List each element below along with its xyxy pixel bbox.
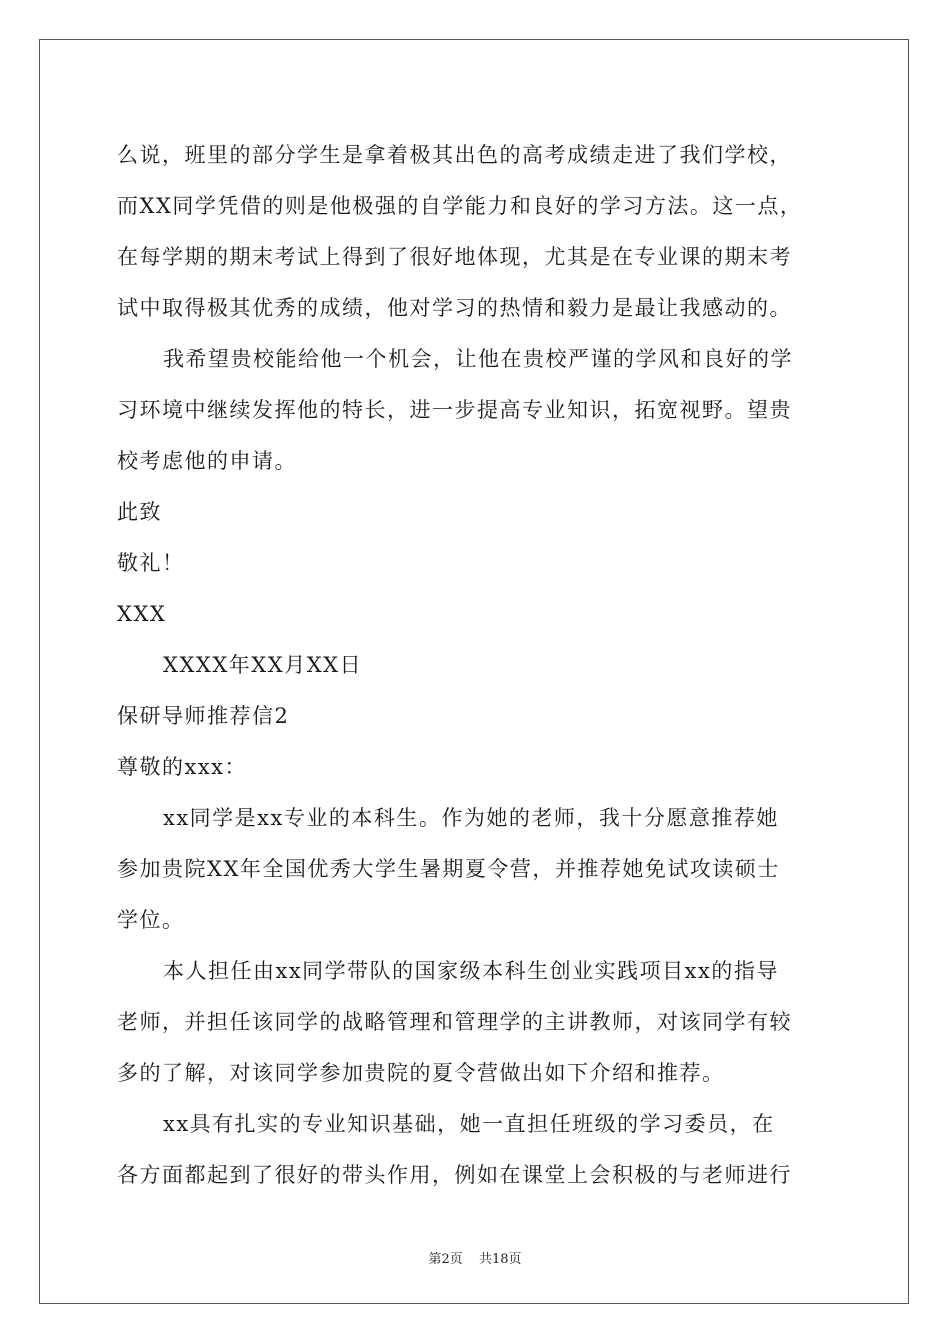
page-total: 共18页: [478, 1252, 522, 1267]
text-line: xx具有扎实的专业知识基础，她一直担任班级的学习委员，在: [163, 1112, 775, 1136]
text-line: XXXX年XX月XX日: [163, 653, 363, 677]
page-number: 第2页: [428, 1252, 463, 1267]
text-line: 尊敬的xxx：: [117, 755, 248, 779]
page-footer: [0, 1248, 950, 1267]
text-line: 保研导师推荐信2: [117, 704, 290, 728]
text-line: 校考虑他的申请。: [117, 449, 297, 473]
text-line: 参加贵院XX年全国优秀大学生暑期夏令营，并推荐她免试攻读硕士: [117, 857, 780, 881]
text-line: 我希望贵校能给他一个机会，让他在贵校严谨的学风和良好的学: [163, 347, 793, 371]
text-line: 多的了解，对该同学参加贵院的夏令营做出如下介绍和推荐。: [117, 1061, 725, 1085]
text-line: 各方面都起到了很好的带头作用，例如在课堂上会积极的与老师进行: [117, 1163, 792, 1187]
text-line: 本人担任由xx同学带队的国家级本科生创业实践项目xx的指导: [163, 959, 779, 983]
text-line: 此致: [117, 500, 162, 524]
text-line: 么说，班里的部分学生是拿着极其出色的高考成绩走进了我们学校，: [117, 143, 792, 167]
text-line: 试中取得极其优秀的成绩，他对学习的热情和毅力是最让我感动的。: [117, 296, 792, 320]
text-line: 在每学期的期末考试上得到了很好地体现，尤其是在专业课的期末考: [117, 245, 792, 269]
text-line: 而XX同学凭借的则是他极强的自学能力和良好的学习方法。这一点，: [117, 194, 803, 218]
text-line: 老师，并担任该同学的战略管理和管理学的主讲教师，对该同学有较: [117, 1010, 792, 1034]
text-line: XXX: [117, 602, 167, 626]
text-line: 习环境中继续发挥他的特长，进一步提高专业知识，拓宽视野。望贵: [117, 398, 792, 422]
text-line: 学位。: [117, 908, 185, 932]
text-line: 敬礼！: [117, 551, 185, 575]
text-line: xx同学是xx专业的本科生。作为她的老师，我十分愿意推荐她: [163, 806, 779, 830]
document-body: [117, 130, 832, 1201]
